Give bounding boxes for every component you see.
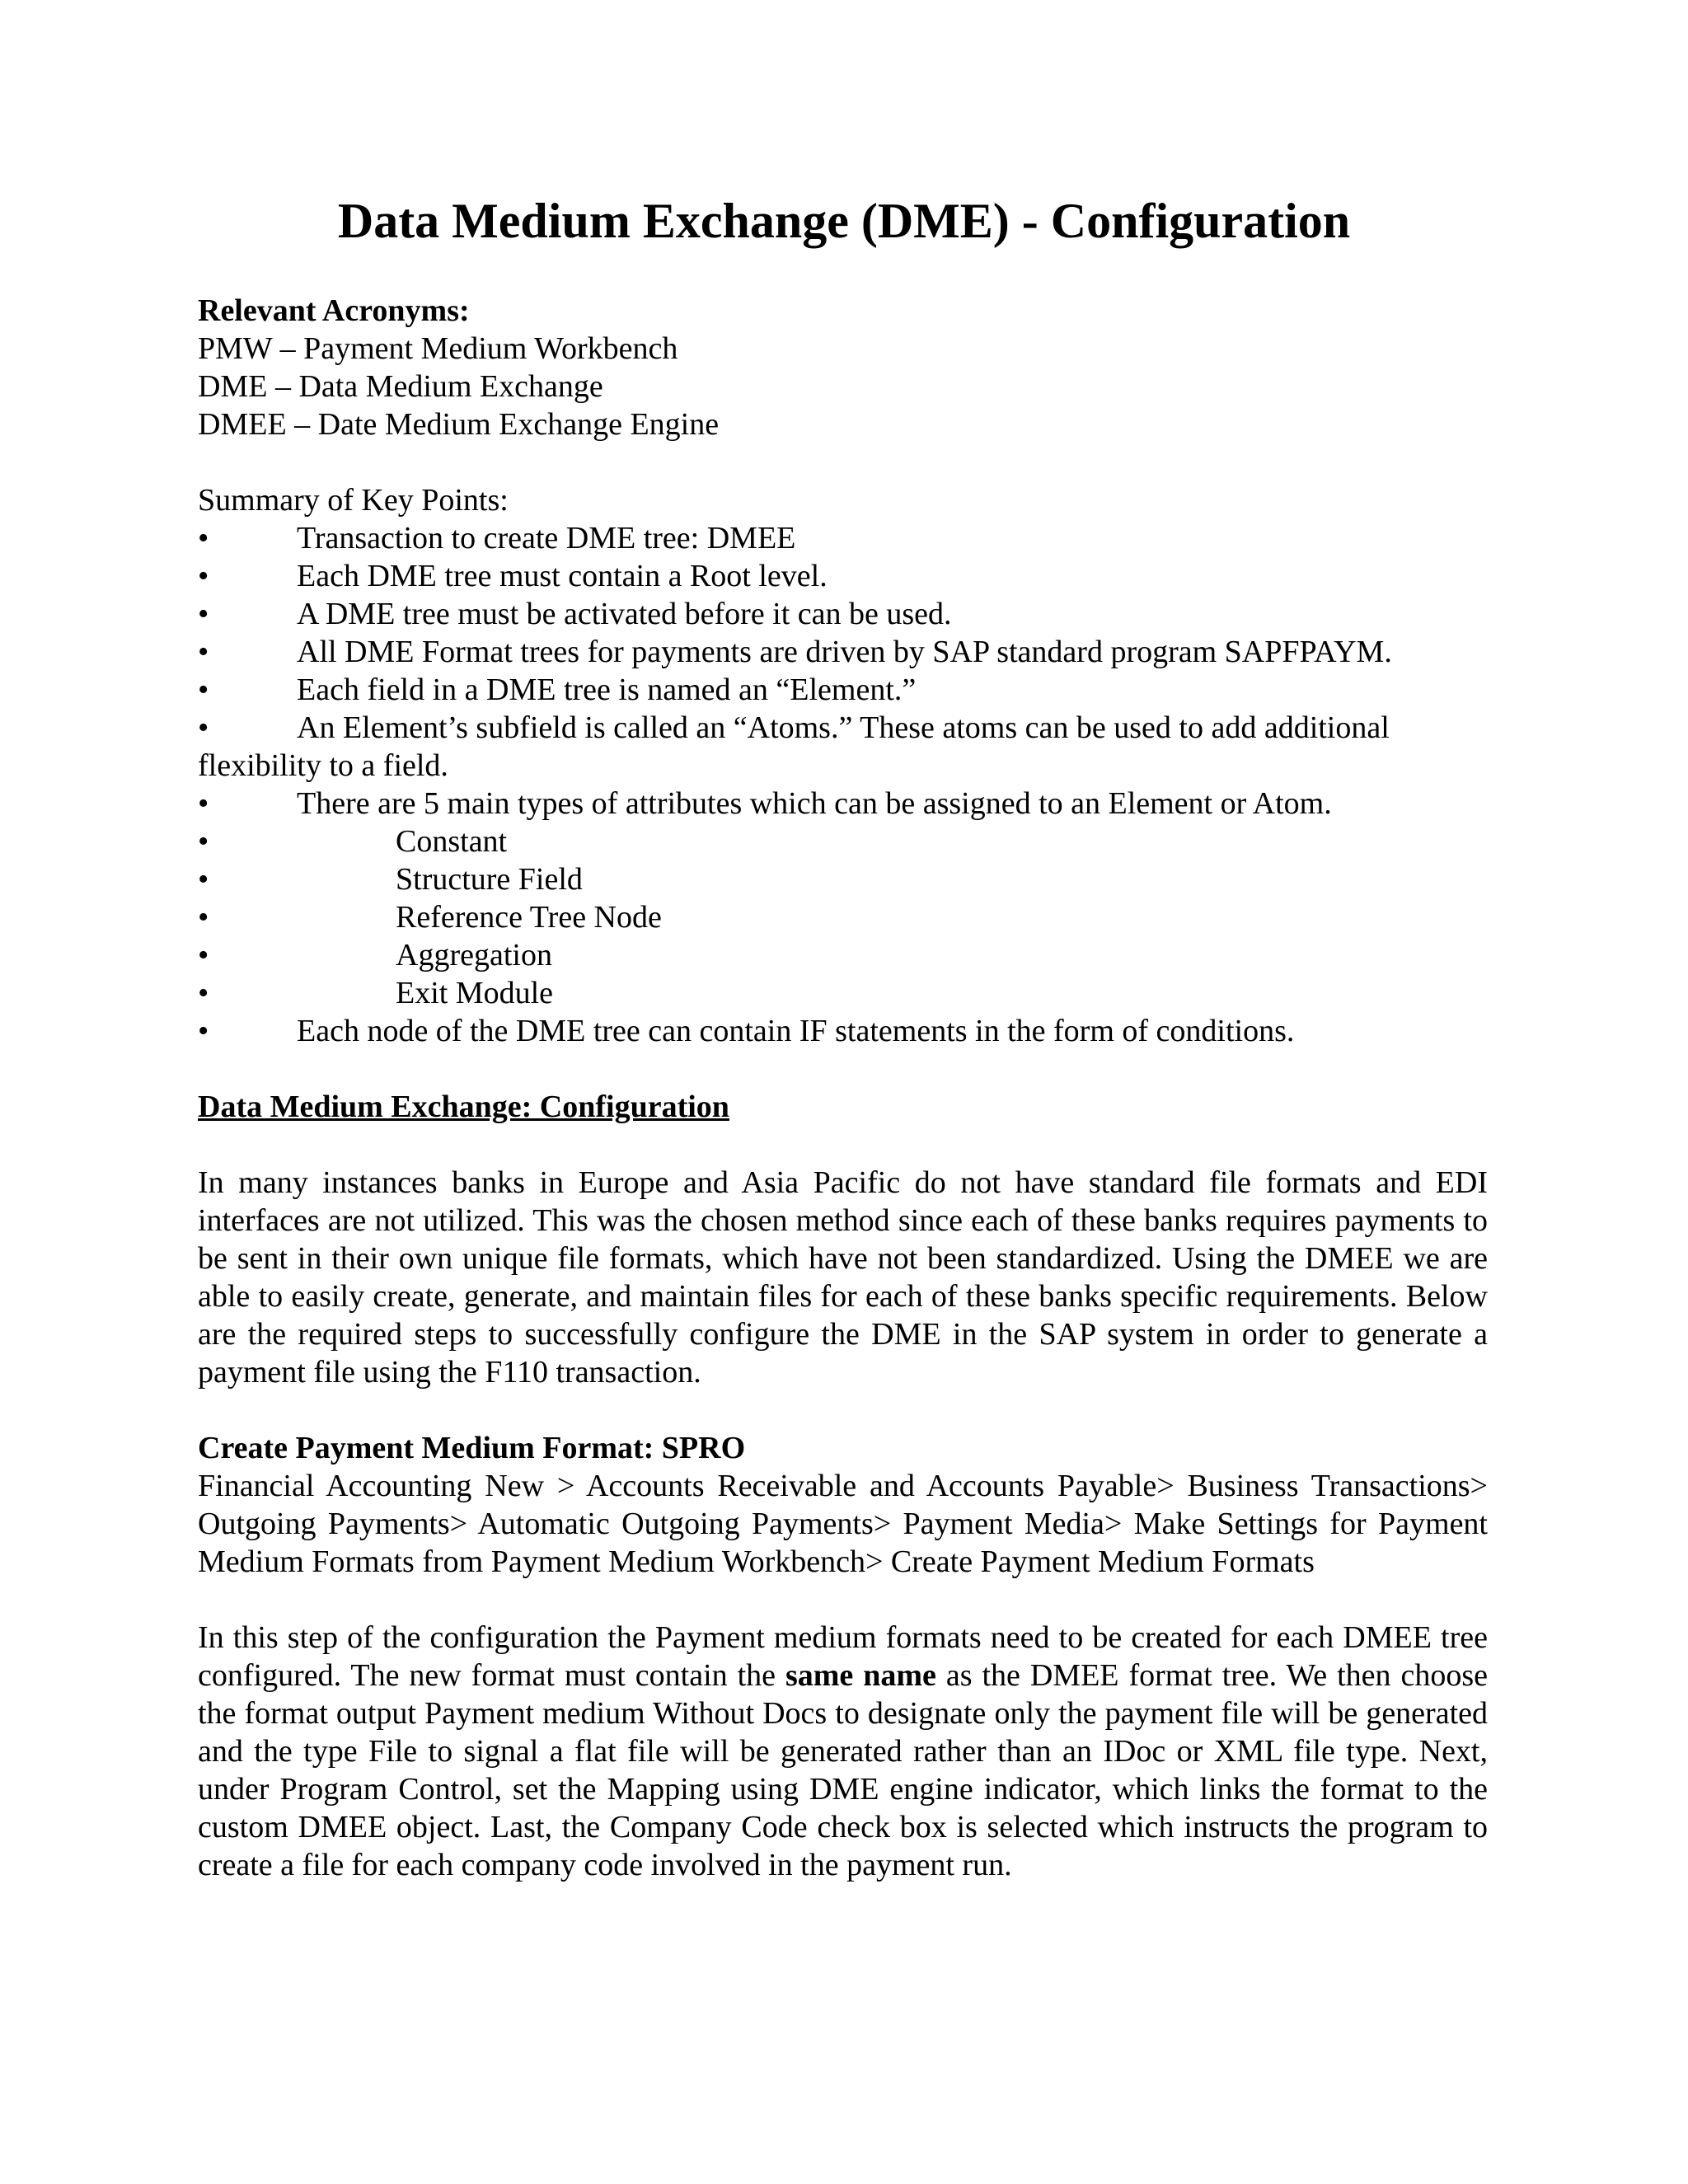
create-format-paragraph	[198, 1619, 1488, 1884]
config-paragraph: In many instances banks in Europe and Asia Pacific do not have standard file formats and EDI interfaces are not utilized. This was the chosen method since each of these banks requires payments to be sent in their own unique file formats, which have not been standardized. Using the DMEE we are able to easily create, generate, and maintain files for each of these banks specific requirements. Below are the required steps to successfully configure the DME in the SAP system in order to generate a payment file using the F110 transaction.	[198, 1165, 1488, 1390]
summary-bullet-text: An Element’s subfield is called an “Atoms.” These atoms can be used to add additional flexibility to a field.	[198, 710, 1390, 783]
summary-bullet-text: A DME tree must be activated before it can be used.	[297, 597, 952, 631]
summary-bullet	[198, 671, 1488, 709]
bullet-icon: •	[198, 521, 209, 555]
section-heading: Data Medium Exchange: Configuration	[198, 1090, 729, 1124]
attribute-type-bullet	[198, 823, 1488, 860]
bullet-icon: •	[198, 559, 209, 593]
bullet-icon: •	[198, 673, 209, 707]
paragraph-text: as the DMEE format tree. We then choose the format output Payment medium Without Docs to designate only the payment file will be generated and the type File to signal a flat file will be generated rather than an IDoc or XML file type. Next, under Program Control, set the Mapping using DME engine indicator, which links the format to the custom DMEE object. Last, the Company Code check box is selected which instructs the program to create a file for each company code involved in the payment run.	[198, 1658, 1488, 1882]
bullet-icon: •	[198, 710, 209, 745]
summary-bullet-text: All DME Format trees for payments are driven by SAP standard program SAPFPAYM.	[297, 635, 1392, 669]
bullet-icon: •	[198, 635, 209, 669]
bullet-icon: •	[198, 597, 209, 631]
acronym-item: PMW – Payment Medium Workbench	[198, 331, 678, 366]
attribute-type-bullet	[198, 974, 1488, 1012]
summary-bullet-text: Each DME tree must contain a Root level.	[297, 559, 828, 593]
attribute-type-text: Aggregation	[396, 938, 552, 972]
bullet-icon: •	[198, 900, 209, 935]
document-body	[198, 292, 1488, 1884]
attribute-type-text: Reference Tree Node	[396, 900, 662, 935]
paragraph-emphasis: same name	[785, 1658, 936, 1693]
summary-bullet-text: Each node of the DME tree can contain IF statements in the form of conditions.	[297, 1014, 1295, 1048]
summary-bullet-text: Transaction to create DME tree: DMEE	[297, 521, 796, 555]
summary-heading: Summary of Key Points:	[198, 483, 509, 518]
attribute-type-bullet	[198, 898, 1488, 936]
attribute-type-bullet	[198, 860, 1488, 898]
bullet-icon: •	[198, 862, 209, 897]
bullet-icon: •	[198, 1014, 209, 1048]
acronyms-heading: Relevant Acronyms:	[198, 293, 470, 328]
attribute-type-text: Exit Module	[396, 976, 554, 1010]
summary-bullet	[198, 1012, 1488, 1050]
summary-bullet	[198, 557, 1488, 595]
summary-bullet-text: There are 5 main types of attributes which can be assigned to an Element or Atom.	[297, 786, 1332, 821]
bullet-icon: •	[198, 786, 209, 821]
menu-path: Financial Accounting New > Accounts Receivable and Accounts Payable> Business Transactions> Outgoing Payments> Automatic Outgoing Payments> Payment Media> Make Settings for Payment Medium Formats from Payment Medium Workbench> Create Payment Medium Formats	[198, 1469, 1488, 1579]
summary-bullet	[198, 633, 1488, 671]
create-format-heading: Create Payment Medium Format: SPRO	[198, 1431, 746, 1465]
attribute-type-text: Structure Field	[396, 862, 583, 897]
bullet-icon: •	[198, 938, 209, 972]
paragraph-text: In this step of the configuration the Payment medium formats need to be created for each DMEE tree configured. The new format must contain the	[198, 1620, 1488, 1693]
summary-bullet	[198, 785, 1488, 823]
bullet-icon: •	[198, 824, 209, 859]
bullet-icon: •	[198, 976, 209, 1010]
summary-bullet-text: Each field in a DME tree is named an “Element.”	[297, 673, 917, 707]
acronym-item: DMEE – Date Medium Exchange Engine	[198, 407, 720, 442]
page-title: Data Medium Exchange (DME) - Configuration	[337, 194, 1351, 248]
summary-bullet	[198, 709, 1488, 785]
summary-bullet	[198, 519, 1488, 557]
attribute-type-text: Constant	[396, 824, 508, 859]
summary-bullet	[198, 595, 1488, 633]
acronym-item: DME – Data Medium Exchange	[198, 369, 603, 404]
attribute-type-bullet	[198, 936, 1488, 974]
